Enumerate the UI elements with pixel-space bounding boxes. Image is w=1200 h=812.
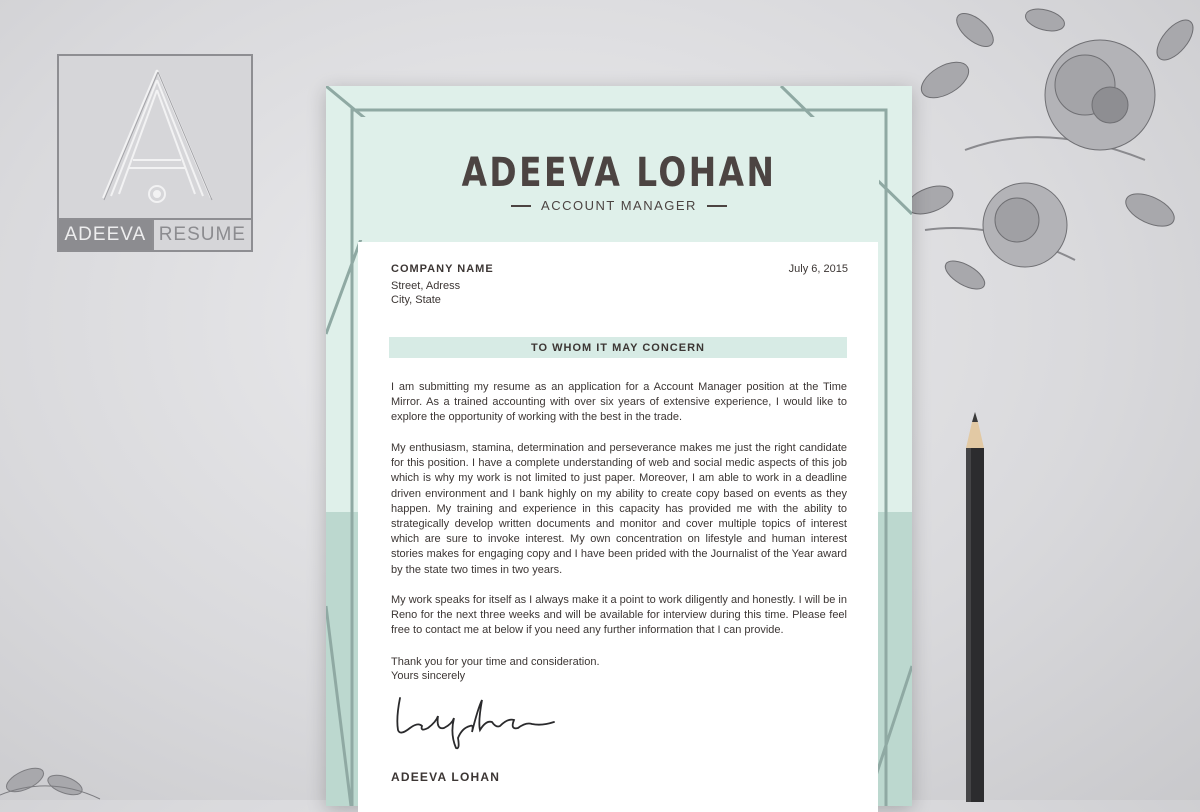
address-line-1: Street, Adress — [391, 280, 461, 292]
signature-name: ADEEVA LOHAN — [391, 770, 501, 784]
logo-word-resume: RESUME — [152, 220, 251, 250]
logo-word-adeeva: ADEEVA — [59, 220, 152, 250]
handwritten-signature — [392, 688, 562, 758]
role-divider-left — [511, 205, 531, 207]
company-name: COMPANY NAME — [391, 263, 494, 275]
brand-logo — [57, 54, 253, 252]
paragraph-2: My enthusiasm, stamina, determination and perseverance makes me just the right candidate for this position. I have a complete understanding of web and social medic aspects of this job which is why my work is not limited to just paper. Moreover, I am able to work in a deadline driven environment and I bank highly on my ability to create copy based on events as they happen. My training and experience in this capacity has provided me with the ability to strategically develop written documents and monitor and cover multiple topics of interest which are sure to invoke interest. My own concentration on lifestyle and human interest stories makes for engaging copy and I have been prided with the Journalist of the Year award by the state two times in two years. — [391, 442, 847, 576]
pencil-icon — [962, 412, 988, 802]
paragraph-1: I am submitting my resume as an application for a Account Manager position at the Time Mirror. As a trained accounting with over six years of extensive experience, I would like to explore the opportunity of working with the best in the trade. — [391, 381, 847, 424]
paragraph-3: My work speaks for itself as I always make it a point to work diligently and honestly. I will be in Reno for the next three weeks and will be available for interview during this time. Please feel free to contact me at below if you need any further information that I can provide. — [391, 594, 847, 637]
closing-line-2: Yours sincerely — [391, 670, 466, 682]
role-label: ACCOUNT MANAGER — [541, 198, 697, 213]
closing-line-1: Thank you for your time and consideration. — [391, 656, 600, 668]
letter-a-monogram-icon — [59, 56, 255, 222]
candidate-name: ADEEVA LOHAN — [461, 150, 777, 196]
role-divider-right — [707, 205, 727, 207]
rose-decoration-icon — [905, 0, 1200, 320]
role-title — [326, 198, 912, 213]
logo-wordmark — [59, 218, 251, 250]
letter-date: July 6, 2015 — [788, 263, 848, 275]
salutation-bar: TO WHOM IT MAY CONCERN — [389, 337, 847, 358]
leaf-decoration-icon — [0, 755, 110, 800]
address-line-2: City, State — [391, 294, 441, 306]
